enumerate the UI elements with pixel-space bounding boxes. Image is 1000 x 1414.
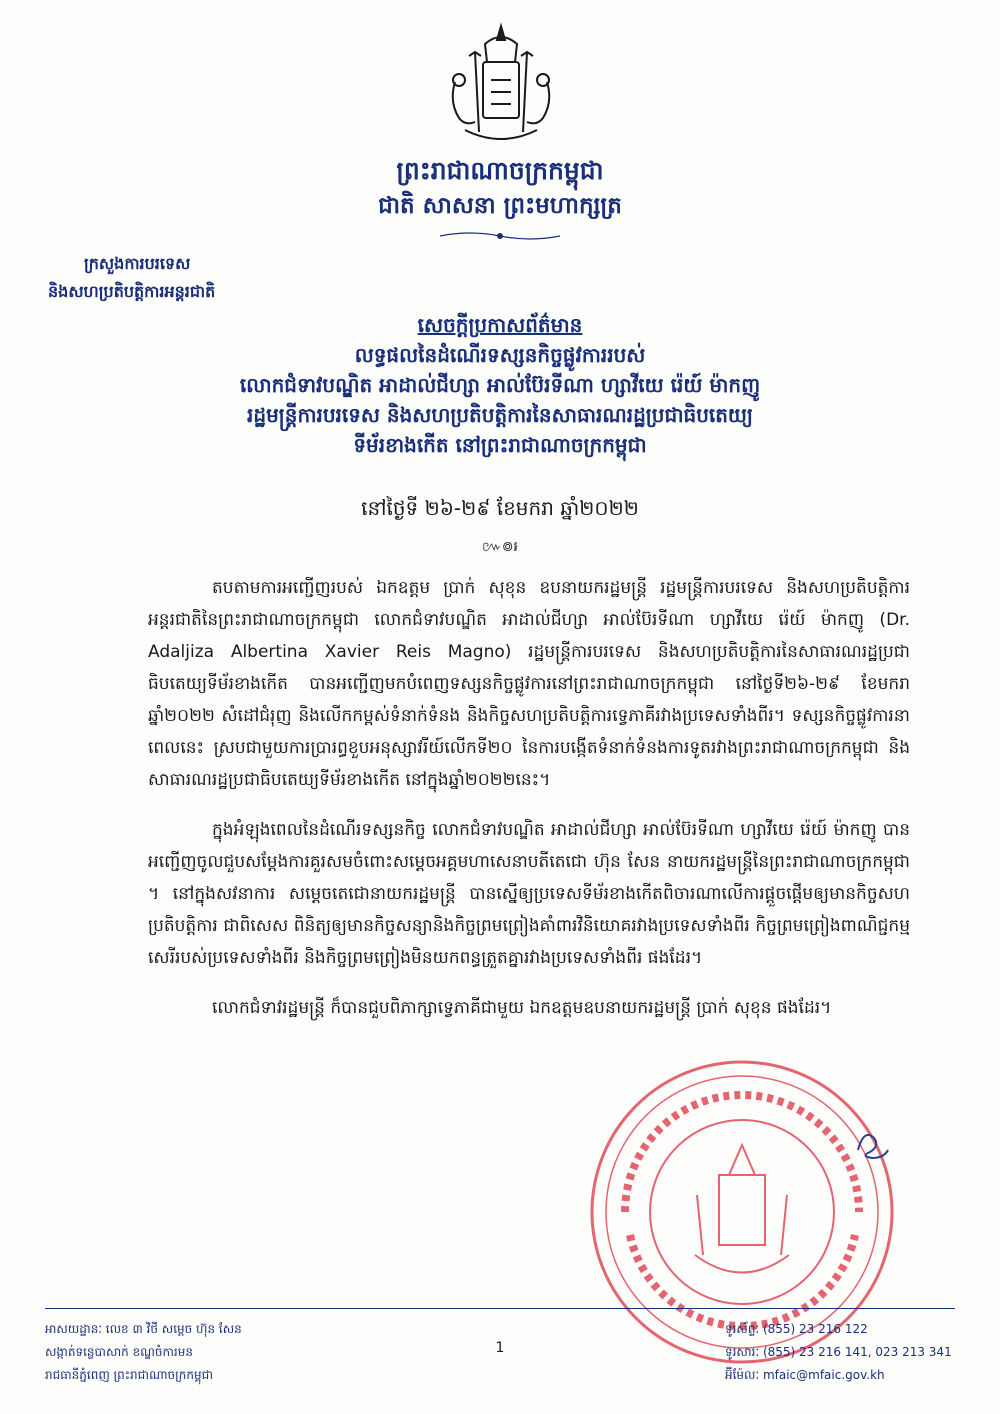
paragraph-2: ក្នុងអំឡុងពេលនៃដំណើរទស្សនកិច្ច លោកជំទាវបណ្ឌិត អាដាល់ជីហ្សា អាល់ប៊ែរទីណា ហ្សាវីយេ រ៉េយ៍ ម៉ាកញូ បានអញ្ជើញចូលជួបសម្តែងការគួរសមចំពោះសម្តេចអគ្គមហាសេនាបតីតេជោ ហ៊ុន សែន នាយករដ្ឋមន្ត្រីនៃព្រះរាជាណាចក្រកម្ពុជា ។ នៅក្នុងសវនាការ សម្តេចតេជោនាយករដ្ឋមន្ត្រី បានស្នើឲ្យប្រទេសទីម័រខាងកើតពិចារណាលើការផ្តួចផ្តើមឲ្យមានកិច្ចសហប្រតិបត្តិការ ជាពិសេស ពិនិត្យឲ្យមានកិច្ចសន្យានិងកិច្ចព្រមព្រៀងគាំពារវិនិយោគរវាងប្រទេសទាំងពីរ កិច្ចព្រមព្រៀងពាណិជ្ជកម្មសេរីរបស់ប្រទេសទាំងពីរ និងកិច្ចព្រមព្រៀងមិនយកពន្ធត្រួតគ្នារវាងប្រទេសទាំងពីរ ផងដែរ។ bbox=[148, 820, 910, 968]
heading-ornament: ៚៙៛ bbox=[482, 539, 518, 555]
visit-date: នៅថ្ងៃទី ២៦-២៩ ខែមករា ឆ្នាំ២០២២ bbox=[361, 496, 639, 520]
document-heading bbox=[0, 310, 1000, 460]
ministry-name bbox=[48, 250, 215, 306]
ornament-divider-icon bbox=[440, 230, 560, 242]
heading-line-4: ទីម័រខាងកើត នៅព្រះរាជាណាចក្រកម្ពុជា bbox=[353, 433, 647, 457]
address-line-1: អាសយដ្ឋានៈ លេខ ៣ វិថី សម្តេច ហ៊ុន សែន bbox=[45, 1322, 242, 1336]
paragraph-1: តបតាមការអញ្ជើញរបស់ ឯកឧត្តម ប្រាក់ សុខុន ឧបនាយករដ្ឋមន្ត្រី រដ្ឋមន្ត្រីការបរទេស និងសហប្រតិបត្តិការអន្តរជាតិនៃព្រះរាជាណាចក្រកម្ពុជា លោកជំទាវបណ្ឌិត អាដាល់ជីហ្សា អាល់ប៊ែរទីណា ហ្សាវីយេ រ៉េយ៍ ម៉ាកញូ (Dr. Adaljiza Albertina Xavier Reis Magno) រដ្ឋមន្ត្រីការបរទេស និងសហប្រតិបត្តិការនៃសាធារណរដ្ឋប្រជាធិបតេយ្យទីម័រខាងកើត បានអញ្ជើញមកបំពេញទស្សនកិច្ចផ្លូវការនៅព្រះរាជាណាចក្រកម្ពុជា នៅថ្ងៃទី២៦-២៩ ខែមករា ឆ្នាំ២០២២ សំដៅជំរុញ និងលើកកម្ពស់ទំនាក់ទំនង និងកិច្ចសហប្រតិបត្តិការទ្វេភាគីរវាងប្រទេសទាំងពីរ។ ទស្សនកិច្ចផ្លូវការនាពេលនេះ ស្របជាមួយការប្រារព្ធខួបអនុស្សាវរីយ៍លើកទី២០ នៃការបង្កើតទំនាក់ទំនងការទូតរវាងព្រះរាជាណាចក្រកម្ពុជា និងសាធារណរដ្ឋប្រជាធិបតេយ្យទីម័រខាងកើត នៅក្នុងឆ្នាំ២០២២នេះ។ bbox=[148, 578, 910, 790]
address-line-3: រាជធានីភ្នំពេញ ព្រះរាជាណាចក្រកម្ពុជា bbox=[45, 1368, 213, 1382]
footer-contact bbox=[725, 1318, 952, 1387]
document-type: សេចក្តីប្រកាសព័ត៌មាន bbox=[417, 313, 583, 337]
ministry-line-2: និងសហប្រតិបត្តិការអន្តរជាតិ bbox=[48, 282, 216, 301]
signature-icon bbox=[850, 1120, 895, 1165]
heading-line-2: លោកជំទាវបណ្ឌិត អាដាល់ជីហ្សា អាល់ប៊ែរទីណា ហ្សាវីយេ រ៉េយ៍ ម៉ាកញូ bbox=[239, 373, 761, 397]
kingdom-name: ព្រះរាជាណាចក្រកម្ពុជា bbox=[396, 156, 604, 185]
document-body bbox=[148, 572, 910, 1042]
paragraph-3: លោកជំទាវរដ្ឋមន្ត្រី ក៏បានជួបពិភាក្សាទ្វេភាគីជាមួយ ឯកឧត្តមឧបនាយករដ្ឋមន្ត្រី ប្រាក់ សុខុន ផងដែរ។ bbox=[212, 998, 832, 1018]
page-number: 1 bbox=[495, 1340, 505, 1356]
national-motto: ជាតិ សាសនា ព្រះមហាក្សត្រ bbox=[378, 193, 622, 219]
heading-line-1: លទ្ធផលនៃដំណើរទស្សនកិច្ចផ្លូវការរបស់ bbox=[354, 343, 646, 367]
email-address: អ៊ីម៉ែលៈ mfaic@mfaic.gov.kh bbox=[725, 1368, 885, 1382]
phone-number: ទូរស័ព្ទៈ (855) 23 216 122 bbox=[725, 1322, 868, 1336]
fax-number: ទូរសារៈ (855) 23 216 141, 023 213 341 bbox=[725, 1345, 952, 1359]
heading-line-3: រដ្ឋមន្ត្រីការបរទេស និងសហប្រតិបត្តិការនៃសាធារណរដ្ឋប្រជាធិបតេយ្យ bbox=[247, 403, 753, 427]
address-line-2: សង្កាត់ទន្លេបាសាក់ ខណ្ឌចំការមន bbox=[45, 1345, 193, 1359]
royal-coat-of-arms-icon bbox=[445, 22, 557, 150]
footer-divider bbox=[45, 1308, 955, 1309]
ministry-line-1: ក្រសួងការបរទេស bbox=[84, 254, 191, 273]
